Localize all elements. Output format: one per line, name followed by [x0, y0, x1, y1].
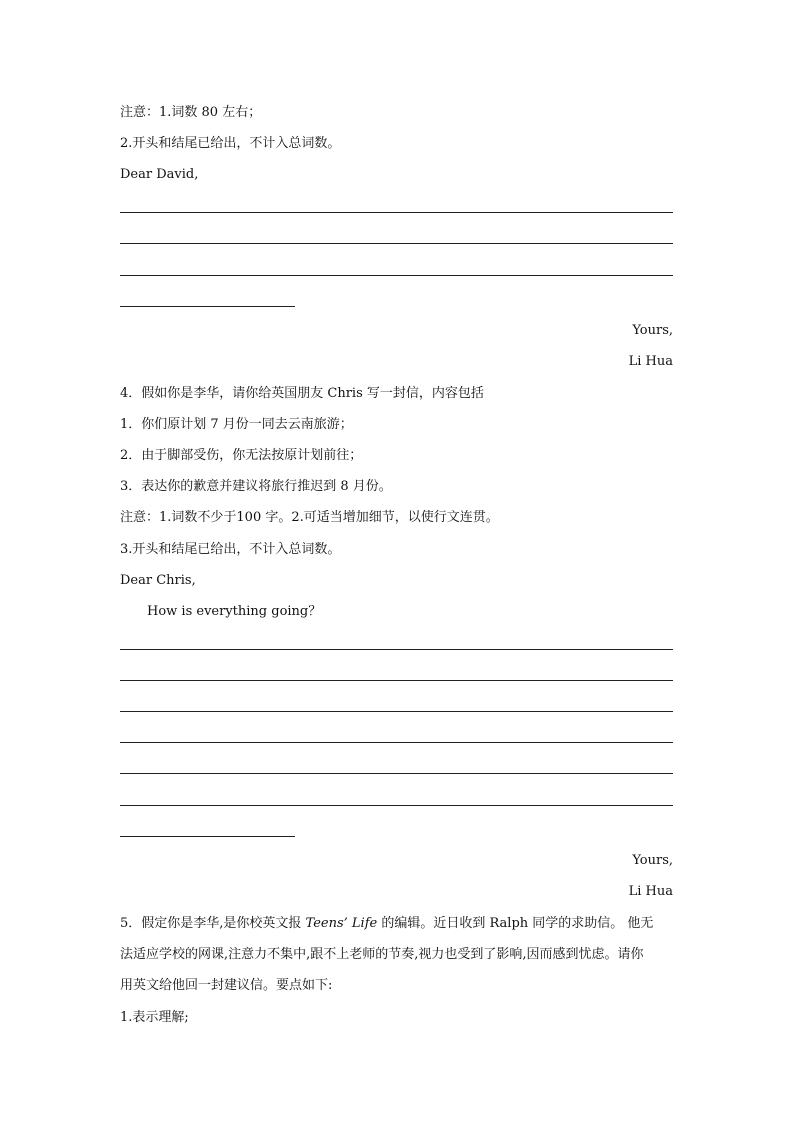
question-point: 1.表示理解;: [120, 1010, 189, 1025]
question-prompt: 4．假如你是李华，请你给英国朋友 Chris 写一封信，内容包括: [120, 386, 484, 401]
answer-line: [120, 243, 673, 244]
prompt-text: 的编辑。近日收到 Ralph 同学的求助信。 他无: [377, 916, 654, 931]
letter-salutation: Dear Chris,: [120, 573, 196, 588]
newspaper-title: Teens’ Life: [305, 916, 378, 931]
letter-closing: Yours,: [632, 853, 673, 868]
prompt-text: 5．假定你是李华,是你校英文报: [120, 916, 306, 931]
answer-line: [120, 773, 673, 774]
writing-note-word-count: 注意：1.词数不少于100 字。2.可适当增加细节，以使行文连贯。: [120, 510, 499, 525]
letter-signature: Li Hua: [628, 354, 673, 369]
question-prompt-continued: 法适应学校的网课,注意力不集中,跟不上老师的节奏,视力也受到了影响,因而感到忧虑。请你: [120, 947, 644, 962]
letter-closing: Yours,: [632, 323, 673, 338]
answer-line: [120, 212, 673, 213]
writing-note-word-count: 注意：1.词数 80 左右；: [120, 105, 262, 120]
letter-signature: Li Hua: [628, 884, 673, 899]
question-point: 1．你们原计划 7 月份一同去云南旅游；: [120, 417, 353, 432]
question-prompt: [120, 915, 653, 933]
question-point: 3．表达你的歉意并建议将旅行推迟到 8 月份。: [120, 479, 392, 494]
writing-note-opening-closing: 3.开头和结尾已给出，不计入总词数。: [120, 542, 341, 557]
question-prompt-continued: 用英文给他回一封建议信。要点如下:: [120, 978, 333, 993]
letter-salutation: Dear David,: [120, 167, 199, 182]
answer-line: [120, 649, 673, 650]
answer-line: [120, 711, 673, 712]
question-point: 2．由于脚部受伤，你无法按原计划前往；: [120, 448, 363, 463]
answer-line-short: [120, 306, 295, 307]
answer-line: [120, 680, 673, 681]
answer-line: [120, 805, 673, 806]
letter-opening-line: How is everything going？: [147, 604, 322, 619]
writing-note-opening-closing: 2.开头和结尾已给出，不计入总词数。: [120, 136, 341, 151]
answer-line-short: [120, 836, 295, 837]
answer-line: [120, 275, 673, 276]
answer-line: [120, 742, 673, 743]
